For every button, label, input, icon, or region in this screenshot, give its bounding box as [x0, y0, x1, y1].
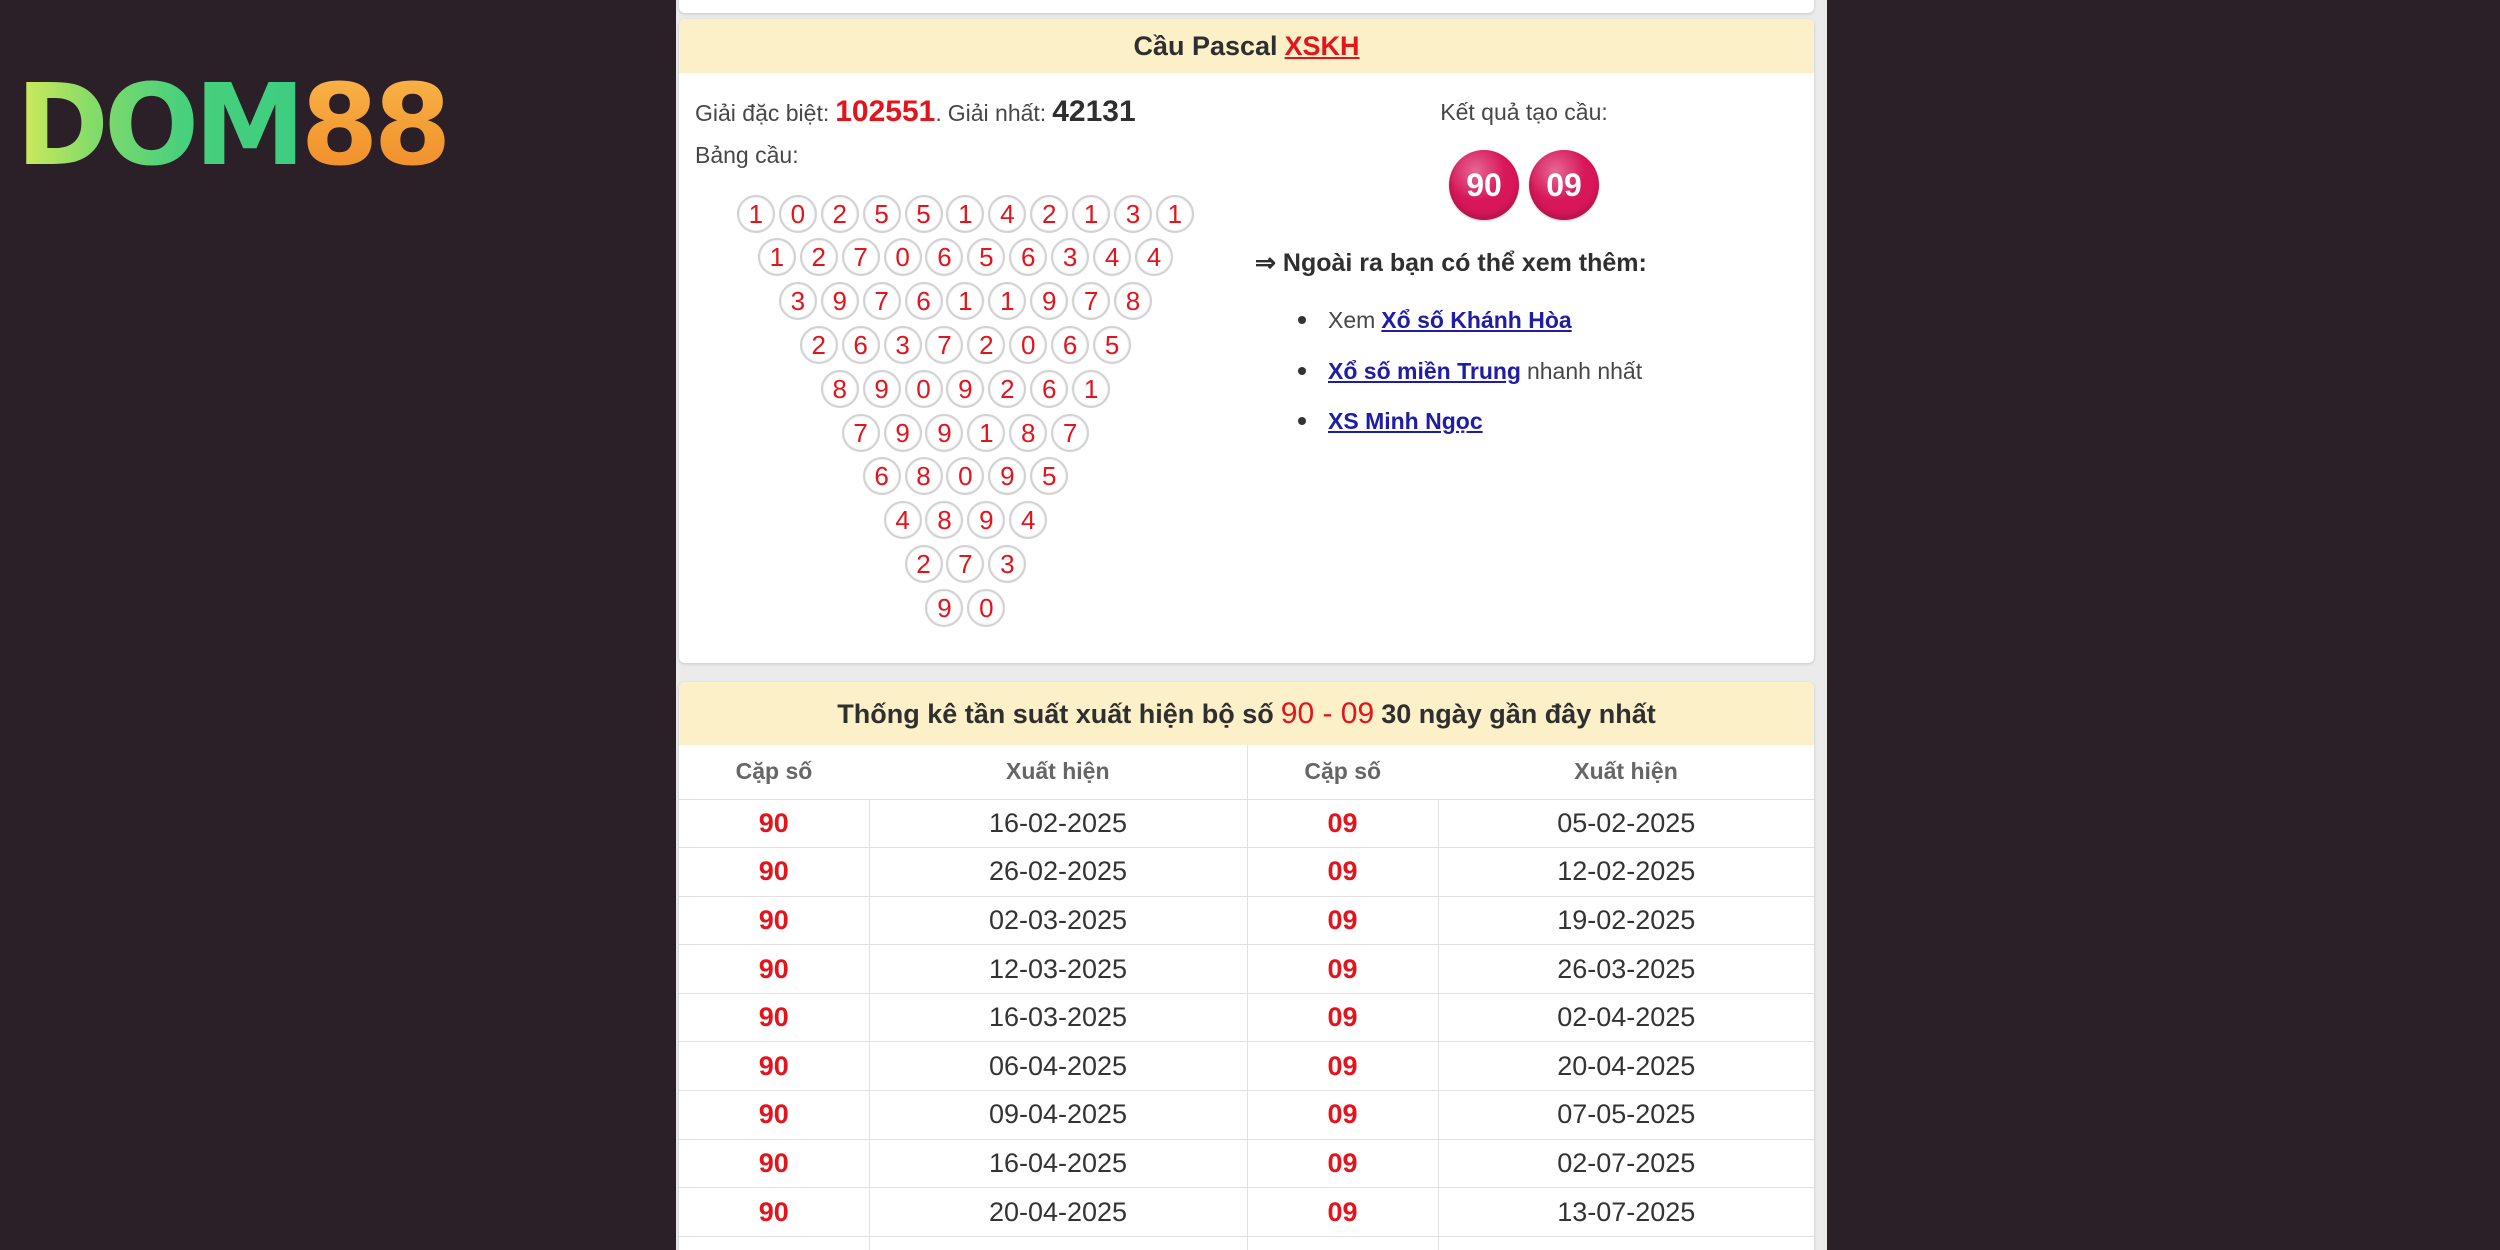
- appearance-date-cell: 20-04-2025: [1438, 1042, 1814, 1091]
- pascal-digit: 3: [884, 326, 922, 364]
- appearance-date-cell: 02-04-2025: [1438, 993, 1814, 1042]
- pascal-digit: 7: [1051, 414, 1089, 452]
- pascal-digit: 0: [1009, 326, 1047, 364]
- link-xo-so-mien-trung[interactable]: Xổ số miền Trung: [1328, 357, 1521, 384]
- pascal-digit: 6: [905, 282, 943, 320]
- appearance-date-cell: 09-04-2025: [869, 1091, 1247, 1140]
- link-xs-minh-ngoc[interactable]: XS Minh Ngọc: [1328, 408, 1483, 434]
- table-header-row: [679, 745, 1814, 799]
- appearance-date-cell: 20-04-2025: [869, 1188, 1247, 1237]
- special-prize-label: Giải đặc biệt:: [695, 100, 830, 126]
- pair-cell: 09: [1247, 896, 1438, 945]
- stats-title-pair: 90 - 09: [1280, 697, 1375, 730]
- table-row: [679, 896, 1814, 945]
- appearance-date-cell: 26-03-2025: [1438, 945, 1814, 994]
- appearance-date-cell: 26-02-2025: [869, 848, 1247, 897]
- pascal-digit: 1: [1072, 370, 1110, 408]
- column-header-appearance: Xuất hiện: [869, 745, 1247, 799]
- link-suffix: nhanh nhất: [1526, 357, 1643, 384]
- pair-cell: 90: [679, 1091, 869, 1140]
- pascal-digit: 5: [863, 195, 901, 233]
- pascal-digit: 2: [800, 326, 838, 364]
- pascal-digit: 6: [1030, 370, 1068, 408]
- result-ball: 90: [1449, 150, 1519, 220]
- pascal-digit: 4: [884, 501, 922, 539]
- pair-cell: 09: [1247, 993, 1438, 1042]
- pascal-digit: 2: [905, 545, 943, 583]
- pascal-digit: 4: [988, 195, 1026, 233]
- pascal-digit: 3: [1114, 195, 1152, 233]
- logo-text-88: 88: [300, 61, 447, 191]
- pascal-digit: 8: [905, 457, 943, 495]
- table-row: [679, 1042, 1814, 1091]
- appearance-date-cell: 16-02-2025: [869, 799, 1247, 848]
- pair-cell: 09: [1247, 799, 1438, 848]
- pascal-table-label: Bảng cầu:: [695, 142, 799, 168]
- pascal-digit: 9: [821, 282, 859, 320]
- pascal-digit: 4: [1093, 238, 1131, 276]
- pascal-digit: 9: [946, 370, 984, 408]
- pascal-digit: 5: [905, 195, 943, 233]
- pascal-digit: 1: [1156, 195, 1194, 233]
- pascal-digit: 2: [800, 238, 838, 276]
- pascal-digit: 7: [946, 545, 984, 583]
- pair-cell: 90: [679, 1139, 869, 1188]
- pascal-digit: 3: [1051, 238, 1089, 276]
- stats-title-suffix: 30 ngày gần đây nhất: [1381, 699, 1656, 729]
- pair-cell: 90: [679, 896, 869, 945]
- xskh-link[interactable]: XSKH: [1284, 31, 1360, 61]
- pascal-digit: 1: [946, 282, 984, 320]
- pascal-digit: 3: [988, 545, 1026, 583]
- frequency-stats-card: [679, 682, 1814, 1250]
- pascal-digit: 4: [1009, 501, 1047, 539]
- pascal-digit: 9: [925, 414, 963, 452]
- pair-cell: 09: [1247, 1139, 1438, 1188]
- table-row: [679, 1188, 1814, 1237]
- list-item: [1255, 396, 1795, 447]
- result-ball: 09: [1529, 150, 1599, 220]
- appearance-date-cell: 02-03-2025: [869, 896, 1247, 945]
- table-cell: [1438, 1236, 1814, 1250]
- pascal-digit: 0: [905, 370, 943, 408]
- pair-cell: 90: [679, 848, 869, 897]
- pair-cell: 90: [679, 1042, 869, 1091]
- pascal-digit: 6: [1051, 326, 1089, 364]
- pascal-digit: 7: [925, 326, 963, 364]
- table-row-cut-off: [679, 1236, 1814, 1250]
- pair-cell: 09: [1247, 1042, 1438, 1091]
- pascal-digit: 8: [1114, 282, 1152, 320]
- pascal-digit: 5: [1030, 457, 1068, 495]
- content-panel: [676, 0, 1827, 1250]
- appearance-date-cell: 16-03-2025: [869, 993, 1247, 1042]
- previous-section-card: [679, 0, 1814, 13]
- special-prize-value: 102551: [835, 95, 936, 128]
- link-xo-so-khanh-hoa[interactable]: Xổ số Khánh Hòa: [1381, 307, 1572, 333]
- pascal-digit: 8: [1009, 414, 1047, 452]
- see-more-list: [1255, 295, 1795, 447]
- pascal-digit: 6: [925, 238, 963, 276]
- appearance-date-cell: 06-04-2025: [869, 1042, 1247, 1091]
- pascal-digit: 6: [863, 457, 901, 495]
- pascal-digit: 0: [779, 195, 817, 233]
- see-more-heading: ⇒ Ngoài ra bạn có thể xem thêm:: [1255, 249, 1647, 277]
- pascal-digit: 6: [1009, 238, 1047, 276]
- pascal-digit: 1: [758, 238, 796, 276]
- first-prize-value: 42131: [1052, 95, 1136, 128]
- pascal-card: [679, 19, 1814, 663]
- pascal-digit: 7: [842, 238, 880, 276]
- pair-cell: 09: [1247, 848, 1438, 897]
- pair-cell: 09: [1247, 1188, 1438, 1237]
- pascal-digit: 9: [967, 501, 1005, 539]
- pascal-digit: 7: [1072, 282, 1110, 320]
- list-item: [1255, 346, 1795, 397]
- pascal-digit: 7: [842, 414, 880, 452]
- appearance-date-cell: 12-02-2025: [1438, 848, 1814, 897]
- logo-text-dom: DOM: [16, 61, 301, 191]
- column-header-pair: Cặp số: [679, 745, 869, 799]
- pascal-digit: 2: [967, 326, 1005, 364]
- pascal-digit: 8: [821, 370, 859, 408]
- table-row: [679, 945, 1814, 994]
- prize-separator: .: [935, 100, 942, 126]
- appearance-date-cell: 02-07-2025: [1438, 1139, 1814, 1188]
- pascal-digit: 0: [946, 457, 984, 495]
- first-prize-label: Giải nhất:: [947, 100, 1047, 126]
- pascal-digit: 9: [1030, 282, 1068, 320]
- pascal-title: Cầu Pascal: [1133, 31, 1278, 61]
- pascal-digit: 8: [925, 501, 963, 539]
- appearance-date-cell: 07-05-2025: [1438, 1091, 1814, 1140]
- stats-card-header: [679, 682, 1814, 745]
- table-cell: [869, 1236, 1247, 1250]
- pair-cell: 90: [679, 993, 869, 1042]
- pascal-digit: 1: [737, 195, 775, 233]
- pair-cell: 90: [679, 799, 869, 848]
- appearance-date-cell: 16-04-2025: [869, 1139, 1247, 1188]
- appearance-date-cell: 19-02-2025: [1438, 896, 1814, 945]
- pair-cell: 90: [679, 945, 869, 994]
- pascal-digit: 9: [925, 589, 963, 627]
- pascal-digit: 9: [863, 370, 901, 408]
- pascal-digit: 2: [821, 195, 859, 233]
- pair-cell: 90: [679, 1188, 869, 1237]
- pascal-digit: 4: [1135, 238, 1173, 276]
- pascal-digit: 1: [988, 282, 1026, 320]
- appearance-date-cell: 05-02-2025: [1438, 799, 1814, 848]
- pascal-digit: 1: [967, 414, 1005, 452]
- pascal-digit: 5: [967, 238, 1005, 276]
- appearance-date-cell: 12-03-2025: [869, 945, 1247, 994]
- list-item: [1255, 295, 1795, 346]
- pascal-digit: 9: [988, 457, 1026, 495]
- pascal-digit: 5: [1093, 326, 1131, 364]
- pair-cell: 09: [1247, 945, 1438, 994]
- pascal-digit: 7: [863, 282, 901, 320]
- table-row: [679, 848, 1814, 897]
- dom88-logo[interactable]: [16, 61, 447, 191]
- table-cell: [1247, 1236, 1438, 1250]
- column-header-appearance: Xuất hiện: [1438, 745, 1814, 799]
- table-row: [679, 799, 1814, 848]
- pascal-digit: 1: [1072, 195, 1110, 233]
- table-row: [679, 1139, 1814, 1188]
- table-cell: [679, 1236, 869, 1250]
- stats-title-prefix: Thống kê tần suất xuất hiện bộ số: [837, 699, 1274, 729]
- column-header-pair: Cặp số: [1247, 745, 1438, 799]
- pascal-digit: 9: [884, 414, 922, 452]
- table-row: [679, 993, 1814, 1042]
- pascal-digit: 3: [779, 282, 817, 320]
- pair-cell: 09: [1247, 1091, 1438, 1140]
- link-prefix: Xem: [1328, 307, 1376, 333]
- pascal-digit: 6: [842, 326, 880, 364]
- pascal-digit: 0: [967, 589, 1005, 627]
- table-row: [679, 1091, 1814, 1140]
- appearance-date-cell: 13-07-2025: [1438, 1188, 1814, 1237]
- pascal-digit: 2: [1030, 195, 1068, 233]
- result-label: Kết quả tạo cầu:: [1440, 99, 1608, 125]
- frequency-table: [679, 745, 1814, 1250]
- pascal-digit: 0: [884, 238, 922, 276]
- pascal-digit: 2: [988, 370, 1026, 408]
- pascal-digit: 1: [946, 195, 984, 233]
